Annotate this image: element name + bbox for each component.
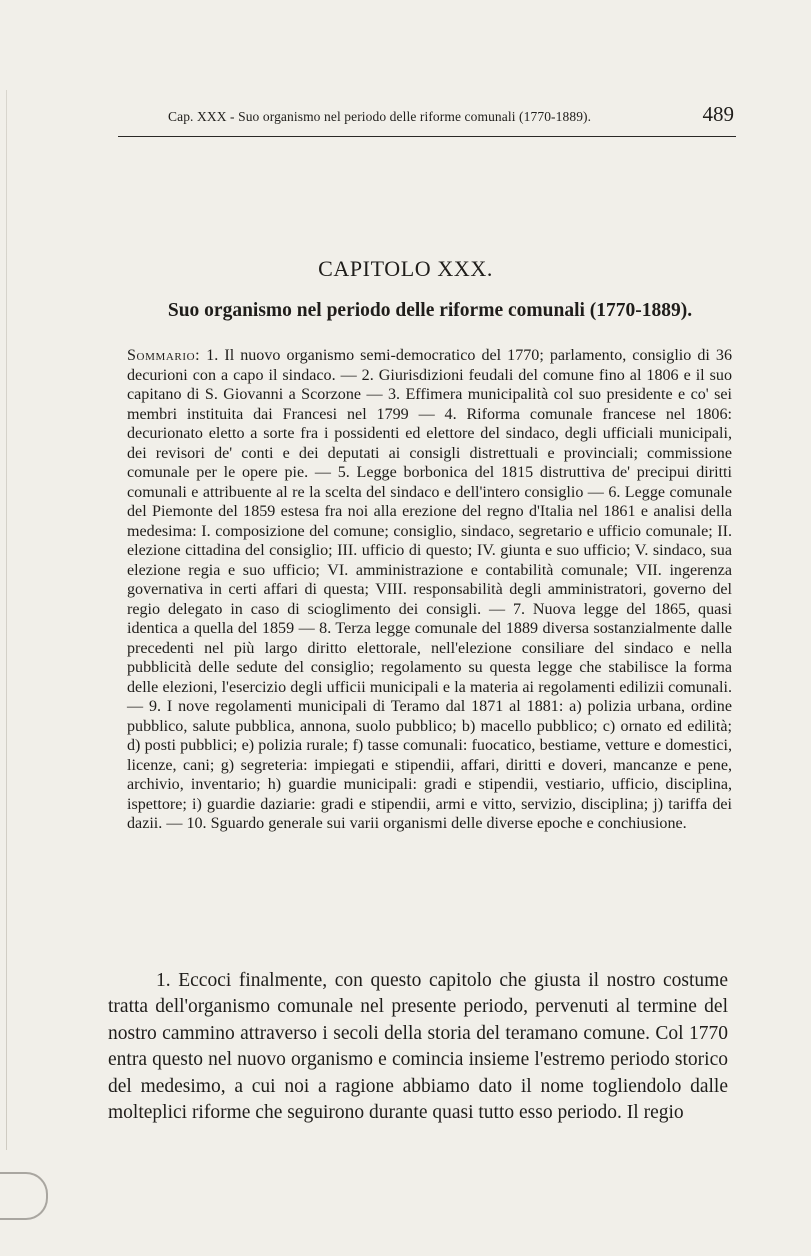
chapter-subtitle: Suo organismo nel periodo delle riforme comunali (1770-1889).: [167, 300, 693, 321]
binding-clip: [0, 1172, 48, 1220]
chapter-summary: [127, 346, 732, 834]
running-head: Cap. XXX - Suo organismo nel periodo delle riforme comunali (1770-1889).: [168, 109, 592, 124]
page-header: [118, 102, 736, 137]
summary-text: 1. Il nuovo organismo semi-democratico del 1770; parlamento, consiglio di 36 decurioni con a capo il sindaco. — 2. Giurisdizioni feudali del comune fino al 1806 e il suo capitano di S. Giovanni a Scorzone — 3. Effimera municipalità col suo presidente e co' sei membri instituita dai Francesi nel 1799 — 4. Riforma comunale francese nel 1806: decurionato eletto a sorte fra i possidenti ed elettore del sindaco, degli ufficiali municipali, dei revisori de' conti e dei deputati ai consigli distrettuali e provinciali; commissione comunale per le opere pie. — 5. Legge borbonica del 1815 distruttiva de' precipui diritti comunali e attribuente al re la scelta del sindaco e dell'intero consiglio — 6. Legge comunale del Piemonte del 1859 estesa fra noi alla erezione del regno d'Italia nel 1861 e analisi della medesima: I. composizione del comune; consiglio, sindaco, segretario e ufficio comunale; II. elezione cittadina del consiglio; III. ufficio di questo; IV. giunta e suo ufficio; V. sindaco, sua elezione regia e suo ufficio; VI. amministrazione e contabilità comunale; VII. ingerenza governativa in certi affari di questa; VIII. responsabilità degli amministratori, governo del regio delegato in caso di scioglimento dei consigli. — 7. Nuova legge del 1865, quasi identica a quella del 1859 — 8. Terza legge comunale del 1889 diversa sostanzialmente dalle precedenti nel più largo diritto elettorale, nell'elezione consiliare del sindaco e nella pubblicità delle sedute del consiglio; regolamento su questa legge che stabilisce la forma delle elezioni, l'esercizio degli ufficii municipali e la materia ai regolamenti edilizii comunali. — 9. I nove regolamenti municipali di Teramo dal 1871 al 1881: a) polizia urbana, ordine pubblico, salute pubblica, annona, suolo pubblico; b) macello pubblico; c) ornato ed edilità; d) posti pubblici; e) polizia rurale; f) tasse comunali: fuocatico, bestiame, vetture e domestici, licenze, cani; g) segreteria: impiegati e stipendii, affari, diritti e doveri, mancanze e pene, archivio, inventario; h) guardie municipali: gradi e stipendii, vestiario, ufficio, disciplina, ispettore; i) guardie daziarie: gradi e stipendii, armi e vitto, servizio, disciplina; j) tariffa dei dazii. — 10. Sguardo generale sui varii organismi delle diverse epoche e conchiusione.: [127, 347, 732, 832]
summary-label: Sommario:: [127, 347, 201, 364]
page-number: 489: [702, 102, 734, 126]
body-paragraph: 1. Eccoci finalmente, con questo capitolo che giusta il nostro costume tratta dell'organismo comunale nel presente periodo, pervenuti al termine del nostro cammino attraverso i secoli della storia del teramano comune. Col 1770 entra questo nel nuovo organismo e comincia insieme l'estremo periodo storico del medesimo, a cui noi a ragione abbiamo dato il nome togliendolo dalle molteplici riforme che seguirono durante quasi tutto esso periodo. Il regio: [108, 970, 728, 1124]
chapter-title: CAPITOLO XXX.: [318, 256, 493, 281]
binding-edge: [6, 90, 7, 1150]
